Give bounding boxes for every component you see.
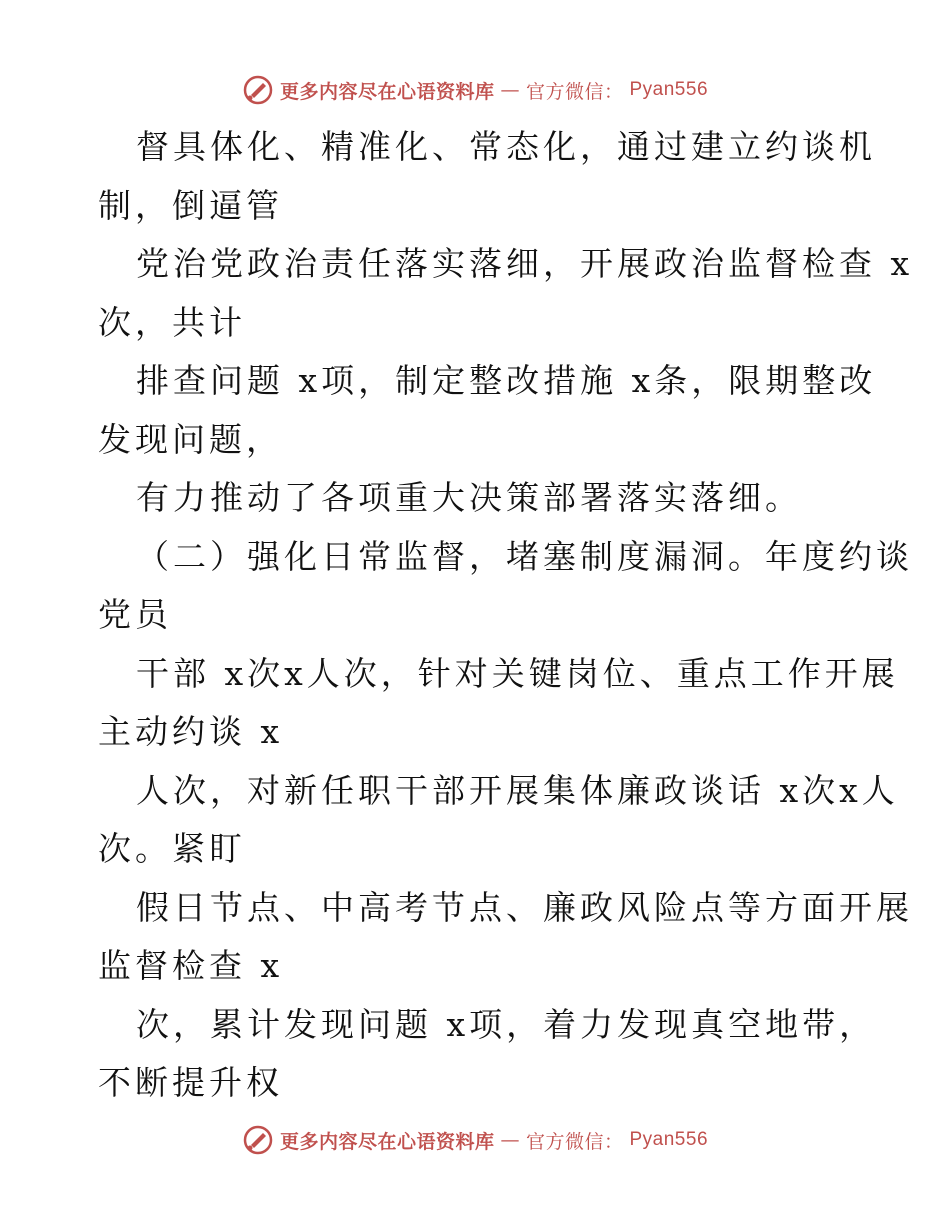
footer-wechat-id: Pyan556 <box>629 1129 709 1150</box>
body-line-13: 次。紧盯 <box>98 829 246 868</box>
body-line-12: 人次，对新任职干部开展集体廉政谈话 x次x人 <box>136 770 899 810</box>
footer-label: 官方微信： <box>525 1130 624 1153</box>
body-line-11: 主动约谈 x <box>98 712 284 751</box>
footer-dash: — <box>500 1129 520 1151</box>
brand-logo-icon <box>242 74 274 106</box>
body-line-16: 次，累计发现问题 x项，着力发现真空地带， <box>136 1004 877 1044</box>
document-body <box>98 118 914 1113</box>
body-line-2: 制，倒逼管 <box>98 185 283 225</box>
body-line-17: 不断提升权 <box>98 1063 283 1102</box>
body-line-15: 监督检查 x <box>98 946 284 985</box>
body-line-9: 党员 <box>98 595 172 634</box>
body-line-7: 有力推动了各项重大决策部署落实落细。 <box>136 478 802 517</box>
body-line-6: 发现问题， <box>98 419 283 459</box>
footer-watermark <box>242 1124 708 1156</box>
header-banner <box>0 70 950 110</box>
body-line-14: 假日节点、中高考节点、廉政风险点等方面开展 <box>136 887 913 927</box>
body-line-10: 干部 x次x人次，针对关键岗位、重点工作开展 <box>136 653 899 693</box>
header-label: 官方微信： <box>525 80 624 103</box>
body-line-4: 次，共计 <box>98 302 246 342</box>
body-line-1: 督具体化、精准化、常态化，通过建立约谈机 <box>136 127 876 166</box>
footer-banner <box>0 1120 950 1160</box>
brand-logo-icon <box>242 1124 274 1156</box>
header-dash: — <box>500 79 520 101</box>
header-wechat-id: Pyan556 <box>629 79 709 100</box>
header-brand: 更多内容尽在心语资料库 <box>279 80 495 103</box>
body-line-8: （二）强化日常监督，堵塞制度漏洞。年度约谈 <box>136 536 913 576</box>
footer-brand: 更多内容尽在心语资料库 <box>279 1130 495 1153</box>
header-watermark <box>242 74 708 106</box>
body-line-3: 党治党政治责任落实落细，开展政治监督检查 x <box>136 244 914 283</box>
body-line-5: 排查问题 x项，制定整改措施 x条，限期整改 <box>136 361 877 400</box>
